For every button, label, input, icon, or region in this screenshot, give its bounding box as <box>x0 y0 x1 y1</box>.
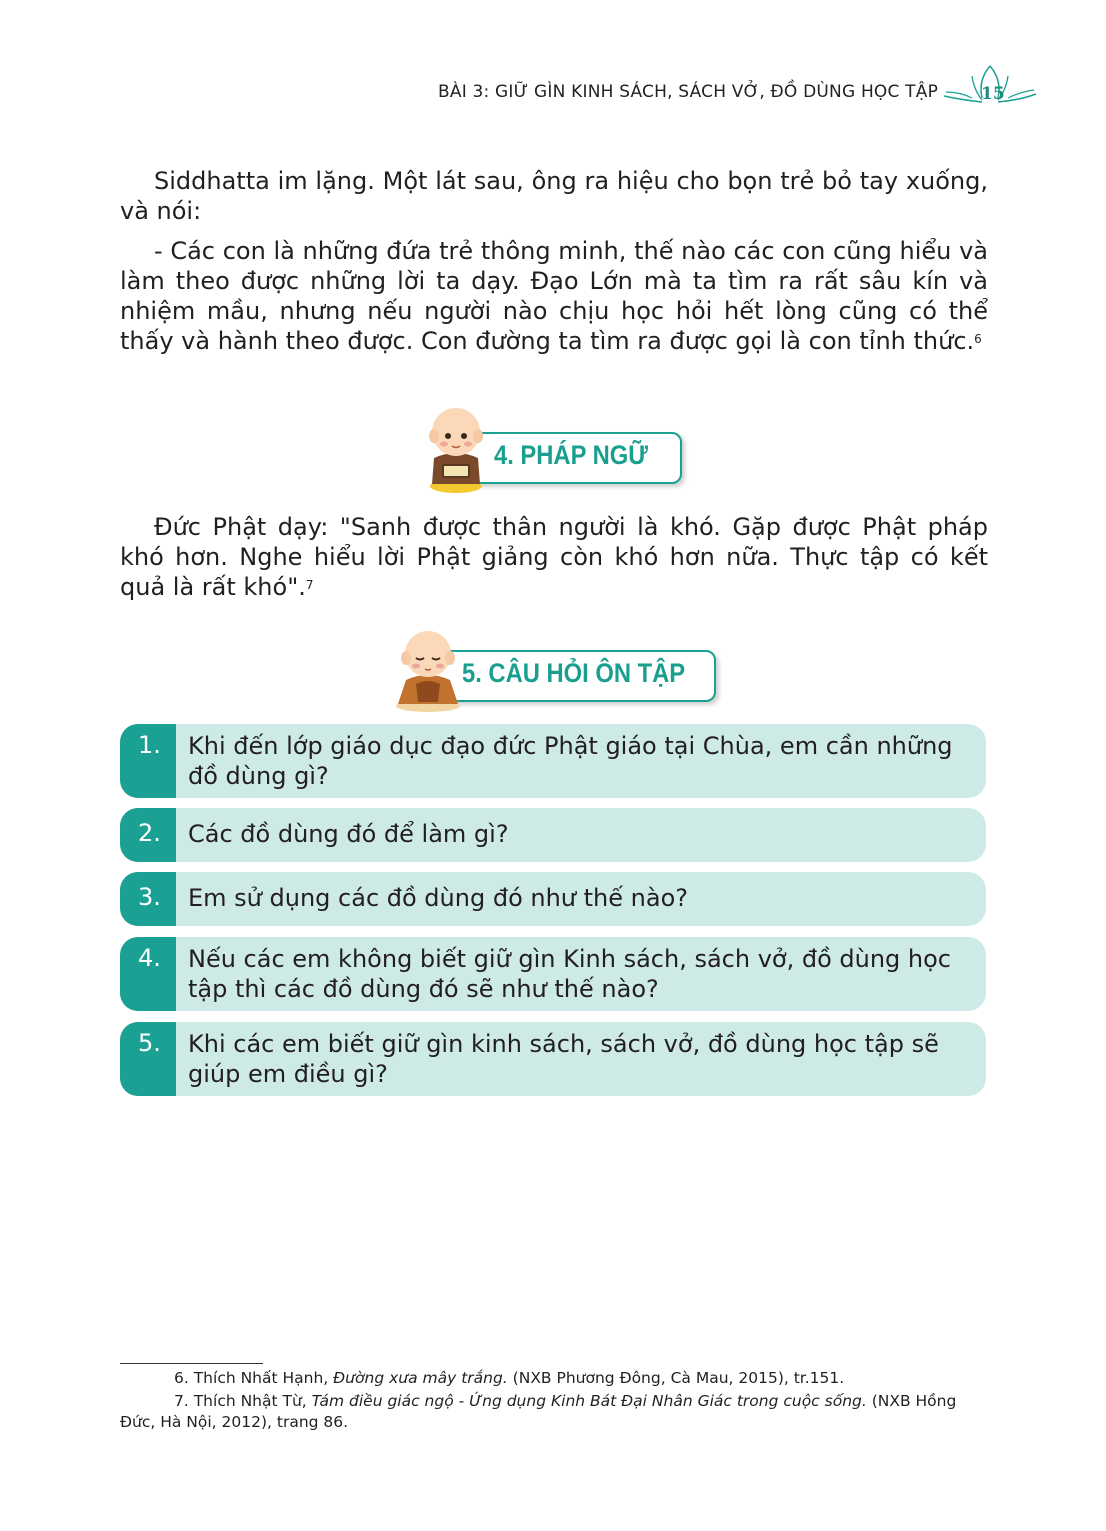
question-4-text: Nếu các em không biết giữ gìn Kinh sách, sách vở, đồ dùng học tập thì các đồ dùng đó sẽ như thế nào? <box>188 945 951 1003</box>
monk-meditating-icon <box>388 624 466 714</box>
dharma-quote: Đức Phật dạy: "Sanh được thân người là khó. Gặp được Phật pháp khó hơn. Nghe hiểu lời Phật giảng còn khó hơn nữa. Thực tập có kết quả là rất khó". <box>120 513 988 601</box>
question-1 <box>120 724 986 798</box>
footnote-divider <box>120 1363 263 1364</box>
monk-reading-icon <box>420 402 492 494</box>
question-4 <box>120 937 986 1011</box>
question-5 <box>120 1022 986 1096</box>
story-paragraph-2 <box>120 236 988 356</box>
section-4-title: 4. PHÁP NGỮ <box>494 440 648 470</box>
question-3-text: Em sử dụng các đồ dùng đó như thế nào? <box>188 884 688 912</box>
page-header <box>420 76 1040 116</box>
footnote-7: 7. Thích Nhật Từ, Tám điều giác ngộ - Ứng dụng Kinh Bát Đại Nhân Giác trong cuộc sống. (NXB Hồng Đức, Hà Nội, 2012), trang 86. <box>120 1392 957 1431</box>
question-2-number: 2. <box>138 819 161 847</box>
footnote-6: 6. Thích Nhất Hạnh, Đường xưa mây trắng. (NXB Phương Đông, Cà Mau, 2015), tr.151. <box>174 1369 845 1387</box>
question-1-text: Khi đến lớp giáo dục đạo đức Phật giáo tại Chùa, em cần những đồ dùng gì? <box>188 732 953 790</box>
question-4-number: 4. <box>138 944 161 972</box>
footnote-6-book-title: Đường xưa mây trắng. <box>333 1369 508 1387</box>
story-paragraph-1: Siddhatta im lặng. Một lát sau, ông ra hiệu cho bọn trẻ bỏ tay xuống, và nói: <box>120 167 988 225</box>
question-5-number: 5. <box>138 1029 161 1057</box>
footnote-ref-6: 6 <box>974 332 982 346</box>
question-3 <box>120 872 986 926</box>
section-4-text <box>120 512 988 602</box>
question-5-text: Khi các em biết giữ gìn kinh sách, sách vở, đồ dùng học tập sẽ giúp em điều gì? <box>188 1030 939 1088</box>
question-2 <box>120 808 986 862</box>
question-1-number: 1. <box>138 731 161 759</box>
question-2-text: Các đồ dùng đó để làm gì? <box>188 820 509 848</box>
footnote-ref-7: 7 <box>305 578 314 592</box>
section-4-heading <box>420 402 690 502</box>
section-5-heading <box>388 624 728 718</box>
question-3-number: 3. <box>138 883 161 911</box>
footnote-7-book-title: Tám điều giác ngộ - Ứng dụng Kinh Bát Đại Nhân Giác trong cuộc sống. <box>311 1392 867 1410</box>
lesson-title: BÀI 3: GIỮ GÌN KINH SÁCH, SÁCH VỞ, ĐỒ DÙNG HỌC TẬP <box>438 82 939 102</box>
story-paragraph-2-text: - Các con là những đứa trẻ thông minh, thế nào các con cũng hiểu và làm theo được những lời ta dạy. Đạo Lớn mà ta tìm ra rất sâu kín và nhiệm mầu, nhưng nếu người nào chịu học hỏi hết lòng cũng có thể thấy và hành theo được. Con đường ta tìm ra được gọi là con tỉnh thức. <box>120 237 988 355</box>
page-number: 15 <box>981 84 1005 104</box>
section-5-title: 5. CÂU HỎI ÔN TẬP <box>462 658 686 688</box>
